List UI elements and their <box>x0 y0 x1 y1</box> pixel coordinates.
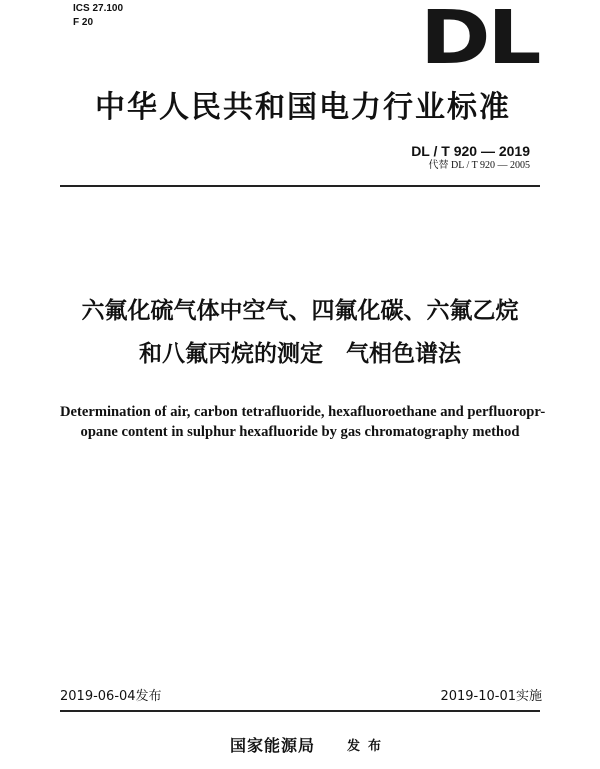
standard-category-title: 中华人民共和国电力行业标准 <box>95 90 511 125</box>
ics-code: ICS 27.100 <box>73 3 124 14</box>
classification-code: F 20 <box>73 17 94 28</box>
footer-divider <box>60 710 540 712</box>
publish-label: 发布 <box>347 739 390 754</box>
dl-logo: DL <box>420 0 538 81</box>
implementation-date: 2019-10-01实施 <box>440 689 542 704</box>
document-title-english-line2: opane content in sulphur hexafluoride by gas chromatography method <box>80 424 520 440</box>
standard-number: DL / T 920 — 2019 <box>411 143 530 159</box>
publisher-name: 国家能源局 <box>230 736 316 755</box>
replaces-standard: 代替 DL / T 920 — 2005 <box>428 160 530 171</box>
document-title-chinese-line1: 六氟化硫气体中空气、四氟化碳、六氟乙烷 <box>81 298 519 324</box>
header-divider <box>60 185 540 187</box>
document-title-chinese-line2: 和八氟丙烷的测定 气相色谱法 <box>139 341 461 367</box>
document-title-english-line1: Determination of air, carbon tetrafluoride, hexafluoroethane and perfluoropr- <box>60 404 546 420</box>
issue-date: 2019-06-04发布 <box>60 689 162 704</box>
